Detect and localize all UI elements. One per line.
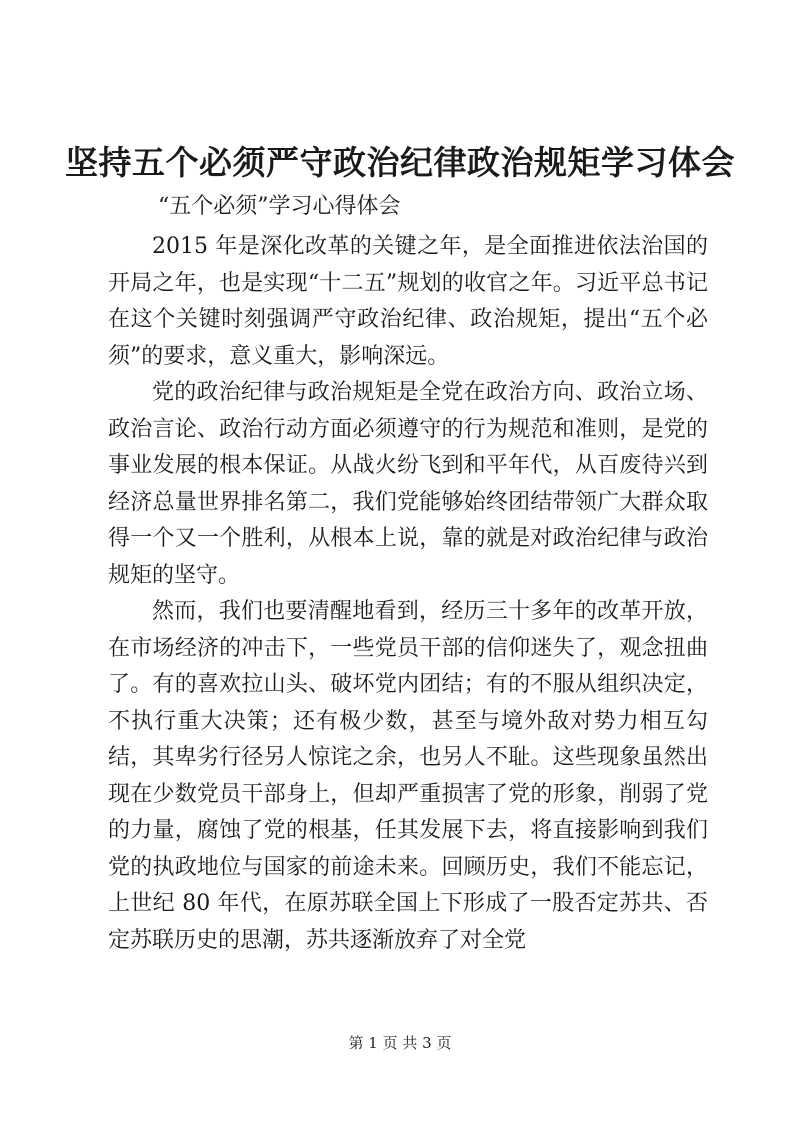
paragraph-3: 然而，我们也要清醒地看到，经历三十多年的改革开放，在市场经济的冲击下，一些党员干部的信仰迷失了，观念扭曲了。有的喜欢拉山头、破坏党内团结；有的不服从组织决定，不执行重大决策；还有极少数，甚至与境外敌对势力相互勾结，其卑劣行径另人惊诧之余，也另人不耻。这些现象虽然出现在少数党员干部身上，但却严重损害了党的形象，削弱了党的力量，腐蚀了党的根基，任其发展下去，将直接影响到我们党的执政地位与国家的前途未来。回顾历史，我们不能忘记，上世纪 80 年代，在原苏联全国上下形成了一股否定苏共、否定苏联历史的思潮，苏共逐渐放弃了对全党 (108, 599, 708, 953)
document-title: 坚持五个必须严守政治纪律政治规矩学习体会 (65, 143, 735, 182)
paragraph-2: 党的政治纪律与政治规矩是全党在政治方向、政治立场、政治言论、政治行动方面必须遵守的行为规范和准则，是党的事业发展的根本保证。从战火纷飞到和平年代，从百废待兴到经济总量世界排名第二，我们党能够始终团结带领广大群众取得一个又一个胜利，从根本上说，靠的就是对政治纪律与政治规矩的坚守。 (108, 380, 708, 588)
document-subtitle: “五个必须”学习心得体会 (158, 194, 401, 219)
paragraph-1: 2015 年是深化改革的关键之年，是全面推进依法治国的开局之年，也是实现“十二五”规划的收官之年。习近平总书记在这个关键时刻强调严守政治纪律、政治规矩，提出“五个必须”的要求，意义重大，影响深远。 (108, 234, 708, 369)
page-number-footer: 第 1 页 共 3 页 (348, 1034, 452, 1052)
document-body (108, 229, 708, 959)
